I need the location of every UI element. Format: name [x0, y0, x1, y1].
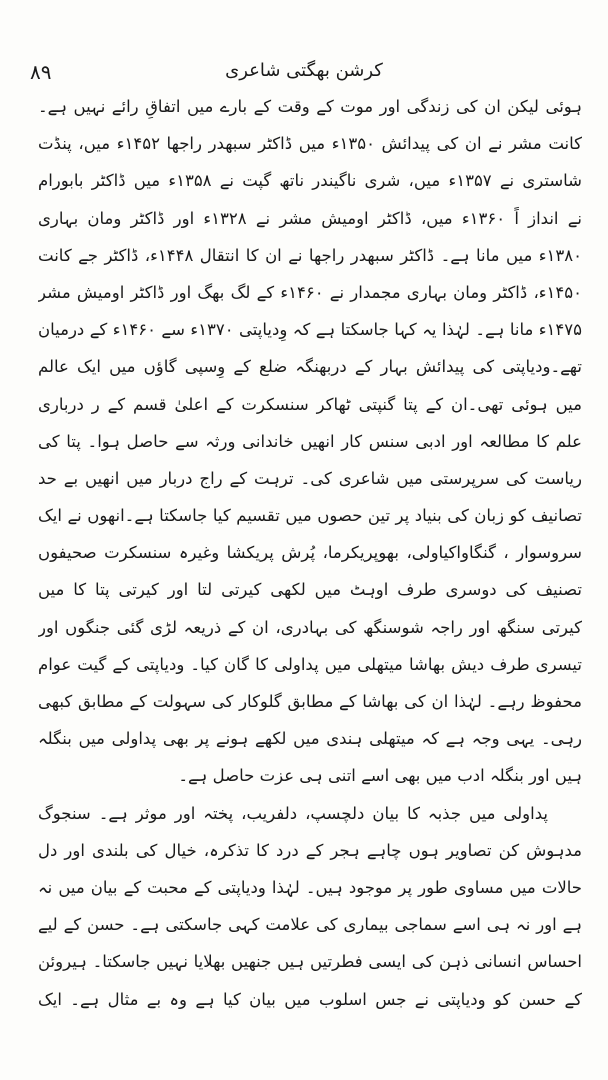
text-line: مدہوش کن تصاویر ہوں چاہے ہجر کے درد کا تذکرہ، خیال کی بلندی اور دل [38, 840, 582, 860]
text-line: ہوئی لیکن ان کی زندگی اور موت کے وقت کے بارے میں اتفاقِ رائے نہیں ہے۔ [38, 97, 582, 116]
text-line: کے حسن کو ودیاپتی نے جس اسلوب میں بیان کیا ہے وہ بے مثال ہے۔ ایک [38, 989, 582, 1009]
text-line: کیرتی سنگھ اور راجہ شوسنگھ کی بہادری، ان کے ذریعہ لڑی گئی جنگوں اور [38, 617, 582, 637]
text-line: ہیں اور بنگلہ ادب میں بھی اسے اتنی ہی عزت حاصل ہے۔ [178, 766, 582, 786]
text-line: ۱۳۸۰ء میں مانا ہے۔ ڈاکٹر سبھدر راجھا نے ان کا انتقال ۱۴۴۸ء، ڈاکٹر جے کانت [38, 245, 582, 265]
text-line: ہے اور نہ ہی اسے سماجی بیماری کی علامت کہی جاسکتی ہے۔ حسن کے لیے [38, 915, 582, 935]
text-line: تصانیف کو زبان کی بنیاد پر تین حصوں میں تقسیم کیا جاسکتا ہے۔انھوں نے ایک [38, 506, 582, 526]
text-line: تیسری طرف دیش بھاشا میتھلی میں پداولی کا گان کیا۔ ودیاپتی کے گیت عوام [38, 654, 582, 674]
text-line: میں ہوئی تھی۔ان کے پتا گنپتی ٹھاکر سنسکرت کے اعلیٰ قسم کے ر درباری [38, 394, 582, 414]
text-line: کانت مشر نے ان کی پیدائش ۱۳۵۰ء میں ڈاکٹر سبھدر راجھا ۱۴۵۲ء میں، پنڈت [38, 134, 582, 154]
body-text [38, 88, 582, 1018]
text-line: ریاست کی سرپرستی میں شاعری کی۔ ترہت کے راج دربار میں انھیں بے حد [38, 468, 582, 488]
page-number: ۸۹ [30, 60, 52, 84]
text-line: سروسوار ، گنگاواکیاولی، بھوپریکرما، پُرش پریکشا وغیرہ سنسکرت صحیفوں [38, 543, 582, 563]
paragraph [38, 795, 582, 1018]
text-line: تھے۔ودیاپتی کی پیدائش بہار کے دربھنگہ ضلع کے وِسپی گاؤں میں ایک عالم [38, 357, 582, 377]
text-line: رہی۔ یہی وجہ ہے کہ میتھلی ہندی میں لکھے ہونے پر بھی پداولی میں بنگلہ [38, 729, 582, 749]
text-line: حالات میں مساوی طور پر موجود ہیں۔ لہٰذا ودیاپتی کے محبت کے بیان میں نہ [38, 877, 582, 897]
text-line: ۱۴۷۵ء مانا ہے۔ لہٰذا یہ کہا جاسکتا ہے کہ وِدیاپتی ۱۳۷۰ء سے ۱۴۶۰ء کے درمیان [38, 320, 582, 340]
text-line: تصنیف کی دوسری طرف اوہٹ میں لکھی کیرتی لتا اور کیرتی پتا کا میں [38, 580, 582, 600]
text-line: محفوظ رہے۔ لہٰذا ان کی بھاشا کے مطابق گلوکار کی سہولت کے مطابق کبھی [38, 692, 582, 711]
text-line: پداولی میں جذبہ کا بیان دلچسپ، دلفریب، پختہ اور موثر ہے۔ سنجوگ [38, 803, 548, 823]
text-line: ۱۴۵۰ء، ڈاکٹر ومان بہاری مجمدار نے ۱۴۶۰ء کے لگ بھگ اور ڈاکٹر اومیش مشر [38, 282, 582, 302]
text-line: احساس انسانی ذہن کی ایسی فطرتیں ہیں جنھیں بھلایا نہیں جاسکتا۔ ہیروئن [38, 952, 582, 972]
running-title: کرشن بھگتی شاعری [225, 60, 383, 81]
text-line: نے انداز اً ۱۳۶۰ء میں، ڈاکٹر اومیش مشر نے ۱۳۲۸ء اور ڈاکٹر ومان بہاری [38, 208, 582, 228]
paragraph [38, 88, 582, 795]
text-line: علم کا مطالعہ اور ادبی سنس کار انھیں خاندانی ورثہ سے حاصل ہوا۔ پتا کی [38, 431, 582, 451]
text-line: شاستری نے ۱۳۵۷ء میں، شری ناگیندر ناتھ گپت نے ۱۳۵۸ء میں ڈاکٹر بابورام [38, 171, 582, 191]
